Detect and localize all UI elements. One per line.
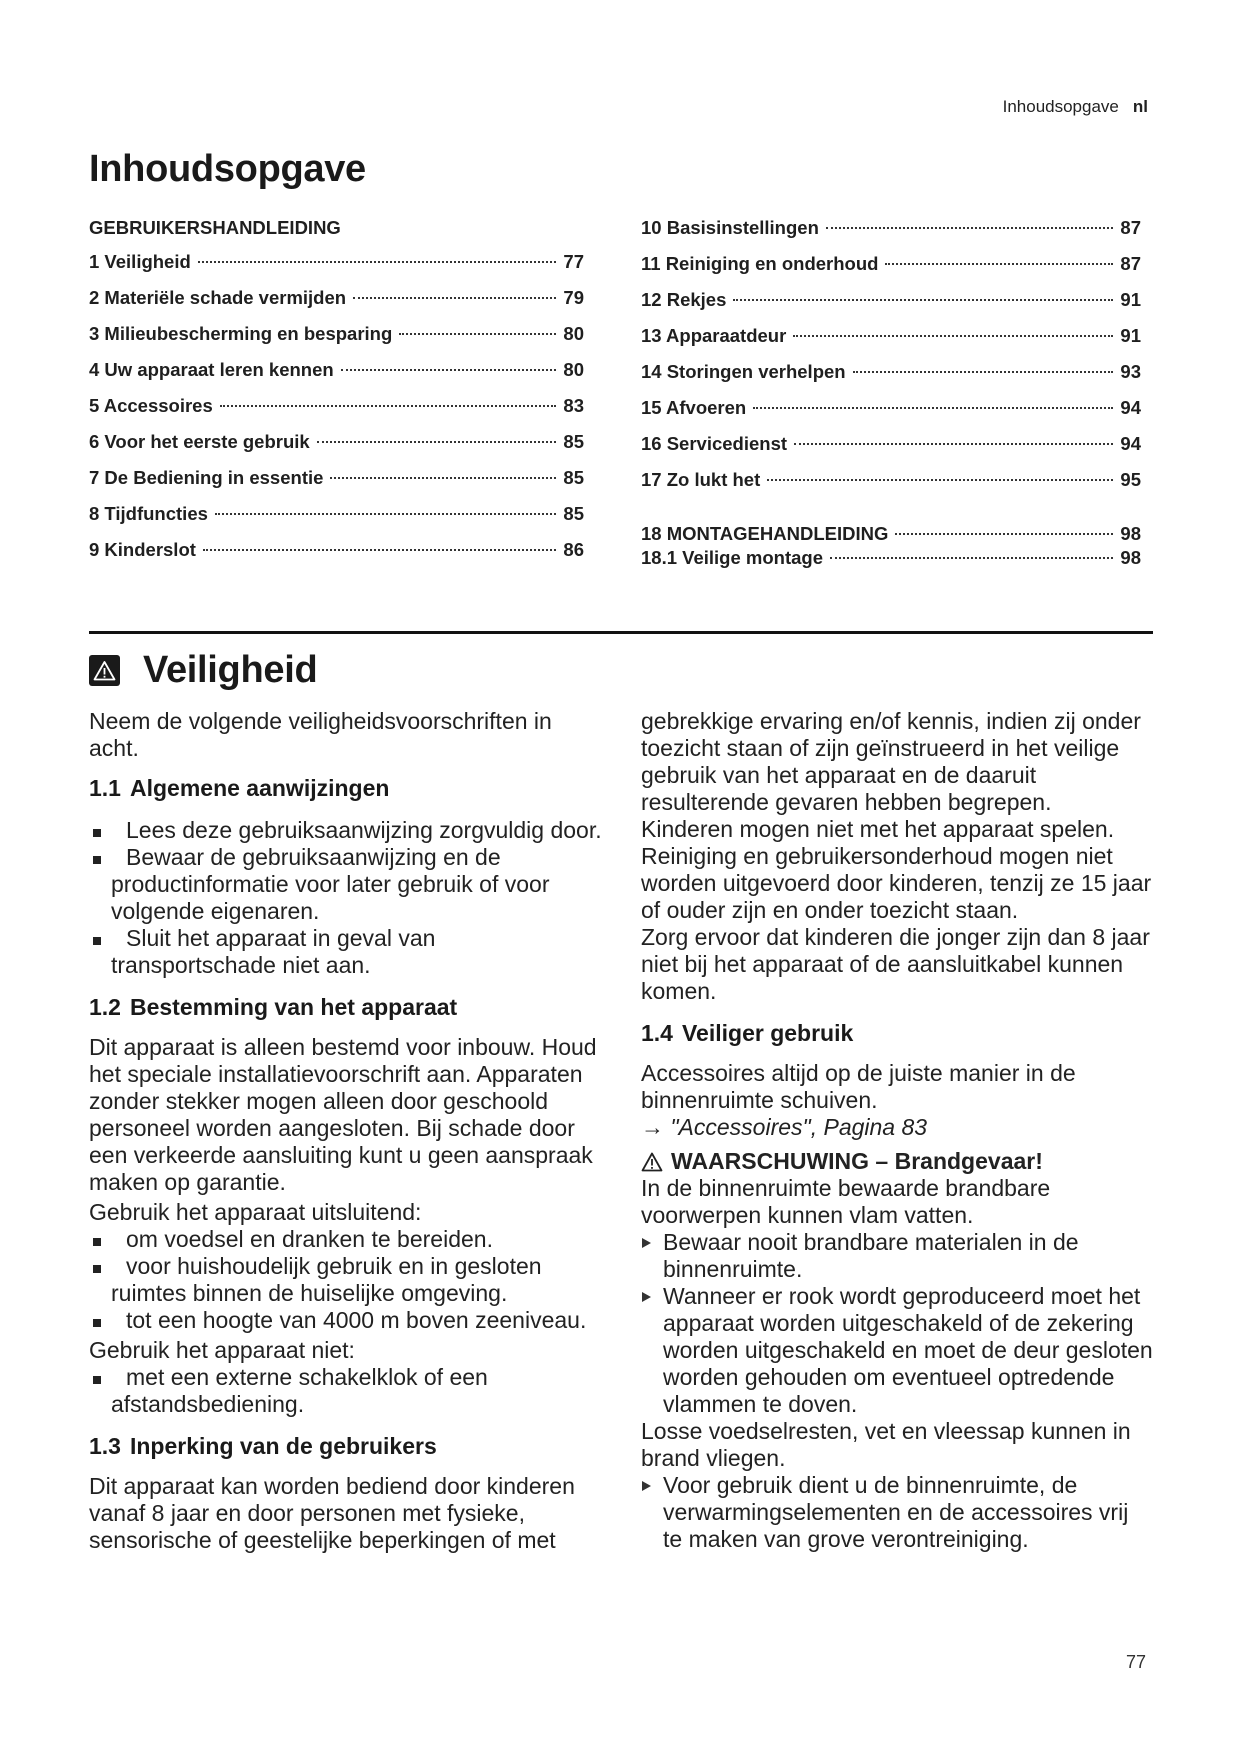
toc-entry-label: 13 Apparaatdeur <box>641 325 787 346</box>
toc-entry-label: 18 MONTAGEHANDLEIDING <box>641 523 889 544</box>
toc-leader-dots <box>793 335 1113 337</box>
toc-leader-dots <box>853 371 1114 373</box>
toc-entry-page: 85 <box>563 467 584 488</box>
toc-leader-dots <box>830 557 1113 559</box>
paragraph: Gebruik het apparaat uitsluitend: <box>89 1199 422 1225</box>
heading-number: 1.4 <box>641 1020 673 1046</box>
toc-entry-page: 87 <box>1120 253 1141 274</box>
toc-entry-label: 12 Rekjes <box>641 289 727 310</box>
heading-1-4 <box>641 1020 1153 1047</box>
toc-entry-page: 87 <box>1120 217 1141 238</box>
toc-entry-page: 94 <box>1120 433 1141 454</box>
toc-entry[interactable] <box>89 502 584 538</box>
heading-number: 1.1 <box>89 775 121 801</box>
section-divider <box>89 631 1153 634</box>
toc-entry-page: 79 <box>563 287 584 308</box>
list-item: Bewaar de gebruiksaanwijzing en de productinformatie voor later gebruik of voor volgende eigenaren. <box>89 844 605 925</box>
toc-entry[interactable] <box>641 468 1141 504</box>
toc-entry-label: 17 Zo lukt het <box>641 469 761 490</box>
toc-entry-label: 3 Milieubescherming en besparing <box>89 323 393 344</box>
toc-entry-page: 98 <box>1120 523 1141 544</box>
use-only-list <box>89 1226 605 1334</box>
intro-text: Neem de volgende veiligheidsvoorschriften in acht. <box>89 708 552 761</box>
paragraph: Losse voedselresten, vet en vleessap kunnen in brand vliegen. <box>641 1418 1131 1471</box>
toc-entry[interactable] <box>89 250 584 286</box>
toc-leader-dots <box>220 405 557 407</box>
toc-leader-dots <box>353 297 556 299</box>
toc-entry-page: 93 <box>1120 361 1141 382</box>
toc-leader-dots <box>198 261 557 263</box>
paragraph: In de binnenruimte bewaarde brandbare voorwerpen kunnen vlam vatten. <box>641 1175 1051 1228</box>
toc-entry[interactable] <box>641 252 1141 288</box>
paragraph: Dit apparaat kan worden bediend door kinderen vanaf 8 jaar en door personen met fysieke, sensorische of geestelijke beperkingen of met <box>89 1473 575 1553</box>
warning-text: WAARSCHUWING – Brandgevaar! <box>671 1148 1043 1174</box>
paragraph: gebrekkige ervaring en/of kennis, indien zij onder toezicht staan of zijn geïnstrueerd in het veilige gebruik van het apparaat en de daaruit resulterende gevaren hebben begrepen. <box>641 708 1141 815</box>
heading-1-1 <box>89 775 605 802</box>
toc-entry-label: 9 Kinderslot <box>89 539 196 560</box>
heading-1-2 <box>89 994 605 1021</box>
toc-entry-page: 91 <box>1120 289 1141 310</box>
toc-leader-dots <box>215 513 557 515</box>
toc-entry[interactable] <box>89 466 584 502</box>
toc-entry[interactable] <box>89 394 584 430</box>
right-text-column <box>641 708 1153 1553</box>
page-title: Inhoudsopgave <box>89 148 366 190</box>
list-item: voor huishoudelijk gebruik en in gesloten ruimtes binnen de huiselijke omgeving. <box>89 1253 605 1307</box>
toc-entry-page: 86 <box>563 539 584 560</box>
warning-triangle-icon <box>89 655 120 686</box>
toc-entry[interactable] <box>89 430 584 466</box>
toc-entry[interactable] <box>89 358 584 394</box>
paragraph: Gebruik het apparaat niet: <box>89 1337 355 1363</box>
toc-leader-dots <box>885 263 1113 265</box>
heading-title: Algemene aanwijzingen <box>129 775 390 801</box>
toc-entry-page: 85 <box>563 503 584 524</box>
toc-entry-label: 18.1 Veilige montage <box>641 547 823 568</box>
toc-entry[interactable] <box>641 360 1141 396</box>
toc-entry-label: 8 Tijdfuncties <box>89 503 208 524</box>
toc-entry-page: 85 <box>563 431 584 452</box>
paragraph: Reiniging en gebruikersonderhoud mogen niet worden uitgevoerd door kinderen, tenzij ze 15 jaar of ouder zijn en onder toezicht staan. <box>641 843 1152 923</box>
paragraph: Kinderen mogen niet met het apparaat spelen. <box>641 816 1115 842</box>
toc-entry-page: 98 <box>1120 547 1141 568</box>
toc-leader-dots <box>794 443 1113 445</box>
toc-entry[interactable] <box>641 522 1141 546</box>
toc-left-column <box>89 216 584 574</box>
toc-entry-label: 14 Storingen verhelpen <box>641 361 846 382</box>
toc-leader-dots <box>399 333 556 335</box>
toc-leader-dots <box>330 477 556 479</box>
toc-entry-page: 91 <box>1120 325 1141 346</box>
toc-entry-page: 80 <box>563 359 584 380</box>
toc-entry[interactable] <box>641 432 1141 468</box>
do-not-use-list <box>89 1364 605 1418</box>
paragraph: Dit apparaat is alleen bestemd voor inbouw. Houd het speciale installatievoorschrift aan. Apparaten zonder stekker mogen alleen door geschoold personeel worden aangesloten. Bij schade door een verkeerde aansluiting kunt u geen aanspraak maken op garantie. <box>89 1034 597 1195</box>
list-item: om voedsel en dranken te bereiden. <box>89 1226 605 1253</box>
toc-leader-dots <box>826 227 1114 229</box>
list-item: Sluit het apparaat in geval van transportschade niet aan. <box>89 925 605 979</box>
toc-leader-dots <box>895 533 1113 535</box>
toc-entry[interactable] <box>89 538 584 574</box>
list-item: Lees deze gebruiksaanwijzing zorgvuldig door. <box>89 817 605 844</box>
heading-title: Inperking van de gebruikers <box>129 1433 437 1459</box>
list-item: Wanneer er rook wordt geproduceerd moet het apparaat worden uitgeschakeld of de zekering worden uitgeschakeld en moet de deur gesloten worden gehouden om eventueel optredende vlammen te doven. <box>641 1283 1153 1418</box>
heading-title: Veiliger gebruik <box>681 1020 854 1046</box>
heading-number: 1.2 <box>89 994 121 1020</box>
toc-entry-label: 16 Servicedienst <box>641 433 788 454</box>
toc-entry[interactable] <box>641 216 1141 252</box>
toc-entry[interactable] <box>89 286 584 322</box>
toc-entry-page: 83 <box>563 395 584 416</box>
toc-leader-dots <box>317 441 557 443</box>
page-number: 77 <box>1125 1652 1146 1672</box>
toc-entry[interactable] <box>641 546 1141 570</box>
list-item: Voor gebruik dient u de binnenruimte, de verwarmingselementen en de accessoires vrij te maken van grove verontreiniging. <box>641 1472 1153 1553</box>
toc-entry-label: 7 De Bediening in essentie <box>89 467 324 488</box>
language-code: nl <box>1132 97 1148 116</box>
toc-right-column <box>641 216 1141 570</box>
toc-entry-label: 10 Basisinstellingen <box>641 217 819 238</box>
loose-food-action-list <box>641 1472 1153 1553</box>
toc-heading: GEBRUIKERSHANDLEIDING <box>89 217 341 238</box>
toc-entry-label: 2 Materiële schade vermijden <box>89 287 347 308</box>
list-item: Bewaar nooit brandbare materialen in de binnenruimte. <box>641 1229 1153 1283</box>
heading-title: Bestemming van het apparaat <box>129 994 458 1020</box>
toc-entry-label: 4 Uw apparaat leren kennen <box>89 359 334 380</box>
running-header <box>1003 97 1148 117</box>
warning-triangle-icon <box>641 1152 663 1172</box>
toc-entry[interactable] <box>89 322 584 358</box>
toc-entry[interactable] <box>641 324 1141 360</box>
toc-entry-label: 5 Accessoires <box>89 395 213 416</box>
left-text-column <box>89 708 605 1554</box>
toc-entry-page: 80 <box>563 323 584 344</box>
warning-heading <box>641 1148 1153 1175</box>
toc-entry-label: 15 Afvoeren <box>641 397 747 418</box>
heading-number: 1.3 <box>89 1433 121 1459</box>
paragraph: Zorg ervoor dat kinderen die jonger zijn dan 8 jaar niet bij het apparaat of de aansluitkabel kunnen komen. <box>641 924 1150 1004</box>
section-title <box>89 646 317 694</box>
general-instructions-list <box>89 817 605 979</box>
toc-leader-dots <box>767 479 1113 481</box>
toc-leader-dots <box>341 369 557 371</box>
toc-leader-dots <box>203 549 557 551</box>
toc-entry-page: 94 <box>1120 397 1141 418</box>
toc-entry-page: 77 <box>563 251 584 272</box>
toc-leader-dots <box>733 299 1113 301</box>
list-item: tot een hoogte van 4000 m boven zeeniveau. <box>89 1307 605 1334</box>
section-title-text: Veiligheid <box>143 648 318 691</box>
toc-entry-label: 6 Voor het eerste gebruik <box>89 431 310 452</box>
cross-reference: → "Accessoires", Pagina 83 <box>641 1114 928 1140</box>
warning-action-list <box>641 1229 1153 1418</box>
toc-entry-page: 95 <box>1120 469 1141 490</box>
list-item: met een externe schakelklok of een afstandsbediening. <box>89 1364 605 1418</box>
toc-entry[interactable] <box>641 288 1141 324</box>
paragraph: Accessoires altijd op de juiste manier in de binnenruimte schuiven. <box>641 1060 1076 1113</box>
toc-entry-label: 1 Veiligheid <box>89 251 191 272</box>
heading-1-3 <box>89 1433 605 1460</box>
running-header-section: Inhoudsopgave <box>1002 97 1119 116</box>
toc-leader-dots <box>753 407 1113 409</box>
toc-entry[interactable] <box>641 396 1141 432</box>
toc-entry-label: 11 Reiniging en onderhoud <box>641 253 879 274</box>
